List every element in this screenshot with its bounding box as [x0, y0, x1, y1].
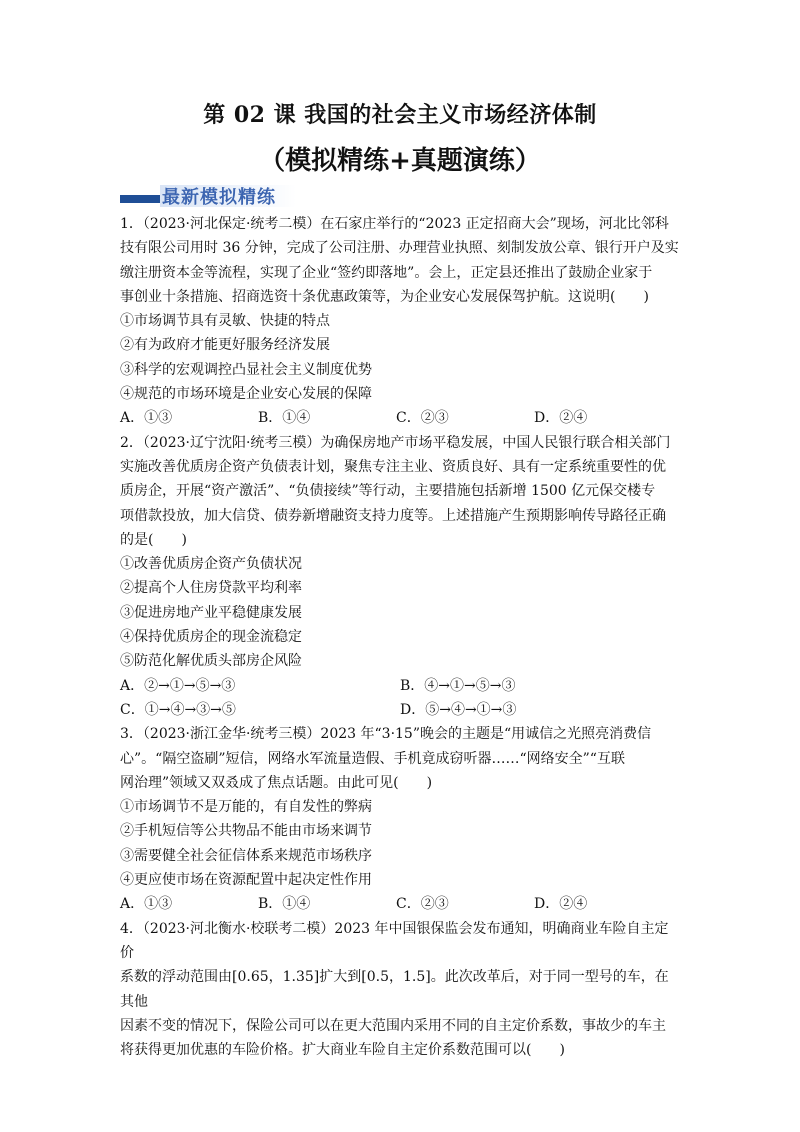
question-stem-line: 心”。“隔空盗刷”短信，网络水军流量造假、手机竟成窃听器……“网络安全”“互联 [120, 750, 625, 767]
question-2 [120, 431, 680, 723]
question-stem-line: 将获得更加优惠的车险价格。扩大商业车险自主定价系数范围可以( ) [120, 1042, 565, 1059]
question-stem-line: 实施改善优质房企资产负债表计划，聚焦专注主业、资质良好、具有一定系统重要性的优 [120, 458, 666, 475]
statement-option: ①市场调节不是万能的，有自发性的弊病 [120, 799, 372, 816]
section-header-label: 最新模拟精练 [162, 187, 276, 208]
statement-option: ③需要健全社会征信体系来规范市场秩序 [120, 847, 372, 864]
choice-c: C．①→④→③→⑤ [120, 701, 236, 718]
statement-option: ④更应使市场在资源配置中起决定性作用 [120, 872, 372, 889]
statement-option: ②有为政府才能更好服务经济发展 [120, 337, 330, 354]
choice-c: C．②③ [396, 896, 449, 913]
statement-option: ③科学的宏观调控凸显社会主义制度优势 [120, 361, 372, 378]
question-1 [120, 212, 680, 431]
question-stem-line: 缴注册资本金等流程，实现了企业“签约即落地”。会上，正定县还推出了鼓励企业家于 [120, 264, 653, 281]
choice-a: A．①③ [120, 896, 173, 913]
statement-option: ②提高个人住房贷款平均利率 [120, 580, 302, 597]
lesson-title: 第 02 课 我国的社会主义市场经济体制 [203, 102, 597, 128]
choice-d: D．②④ [534, 896, 588, 913]
question-stem-line: 2．（2023·辽宁沈阳·统考三模）为确保房地产市场平稳发展，中国人民银行联合相关部门 [120, 434, 671, 451]
answer-choices-row-1 [120, 674, 680, 698]
question-stem-line: 技有限公司用时 36 分钟，完成了公司注册、办理营业执照、刻制发放公章、银行开户及实 [120, 240, 679, 257]
choice-d: D．②④ [534, 410, 588, 427]
question-stem-line: 事创业十条措施、招商选资十条优惠政策等，为企业安心发展保驾护航。这说明( ) [120, 288, 649, 305]
question-stem-line: 网治理”领域又双叒成了焦点话题。由此可见( ) [120, 774, 433, 791]
lesson-subtitle: （模拟精练+真题演练） [259, 146, 541, 176]
choice-a: A．②→①→⑤→③ [120, 677, 236, 694]
question-stem-line: 系数的浮动范围由[0.65，1.35]扩大到[0.5，1.5]。此次改革后，对于同一型号的车，在其他 [120, 969, 669, 1010]
statement-option: ①市场调节具有灵敏、快捷的特点 [120, 313, 330, 330]
statement-option: ④规范的市场环境是企业安心发展的保障 [120, 386, 372, 403]
choice-c: C．②③ [396, 410, 449, 427]
question-stem-line: 的是( ) [120, 531, 187, 548]
question-stem-line: 质房企，开展“资产激活”、“负债接续”等行动，主要措施包括新增 1500 亿元保交楼专 [120, 483, 656, 500]
question-4 [120, 917, 680, 1063]
question-stem-line: 项借款投放，加大信贷、债券新增融资支持力度等。上述措施产生预期影响传导路径正确 [120, 507, 666, 524]
choice-d: D．⑤→④→①→③ [400, 701, 517, 718]
statement-option: ⑤防范化解优质头部房企风险 [120, 653, 302, 670]
question-stem-line: 3．（2023·浙江金华·统考三模）2023 年“3·15”晚会的主题是“用诚信之光照亮消费信 [120, 726, 652, 743]
statement-option: ④保持优质房企的现金流稳定 [120, 629, 302, 646]
statement-option: ①改善优质房企资产负债状况 [120, 556, 302, 573]
answer-choices [120, 406, 680, 430]
statement-option: ③促进房地产业平稳健康发展 [120, 604, 302, 621]
statement-option: ②手机短信等公共物品不能由市场来调节 [120, 823, 372, 840]
choice-b: B．①④ [258, 410, 311, 427]
question-stem-line: 1．（2023·河北保定·统考二模）在石家庄举行的“2023 正定招商大会”现场，河北比邻科 [120, 216, 669, 232]
choice-b: B．①④ [258, 896, 311, 913]
question-3 [120, 722, 680, 916]
question-list [120, 212, 680, 1062]
section-header [120, 183, 300, 209]
question-stem-line: 因素不变的情况下，保险公司可以在更大范围内采用不同的自主定价系数，事故少的车主 [120, 1017, 666, 1034]
answer-choices [120, 892, 680, 916]
question-stem-line: 4．（2023·河北衡水·校联考二模）2023 年中国银保监会发布通知，明确商业车险自主定价 [120, 920, 669, 961]
choice-b: B．④→①→⑤→③ [400, 677, 516, 694]
section-header-bar [120, 195, 160, 203]
answer-choices-row-2 [120, 698, 680, 722]
choice-a: A．①③ [120, 410, 173, 427]
